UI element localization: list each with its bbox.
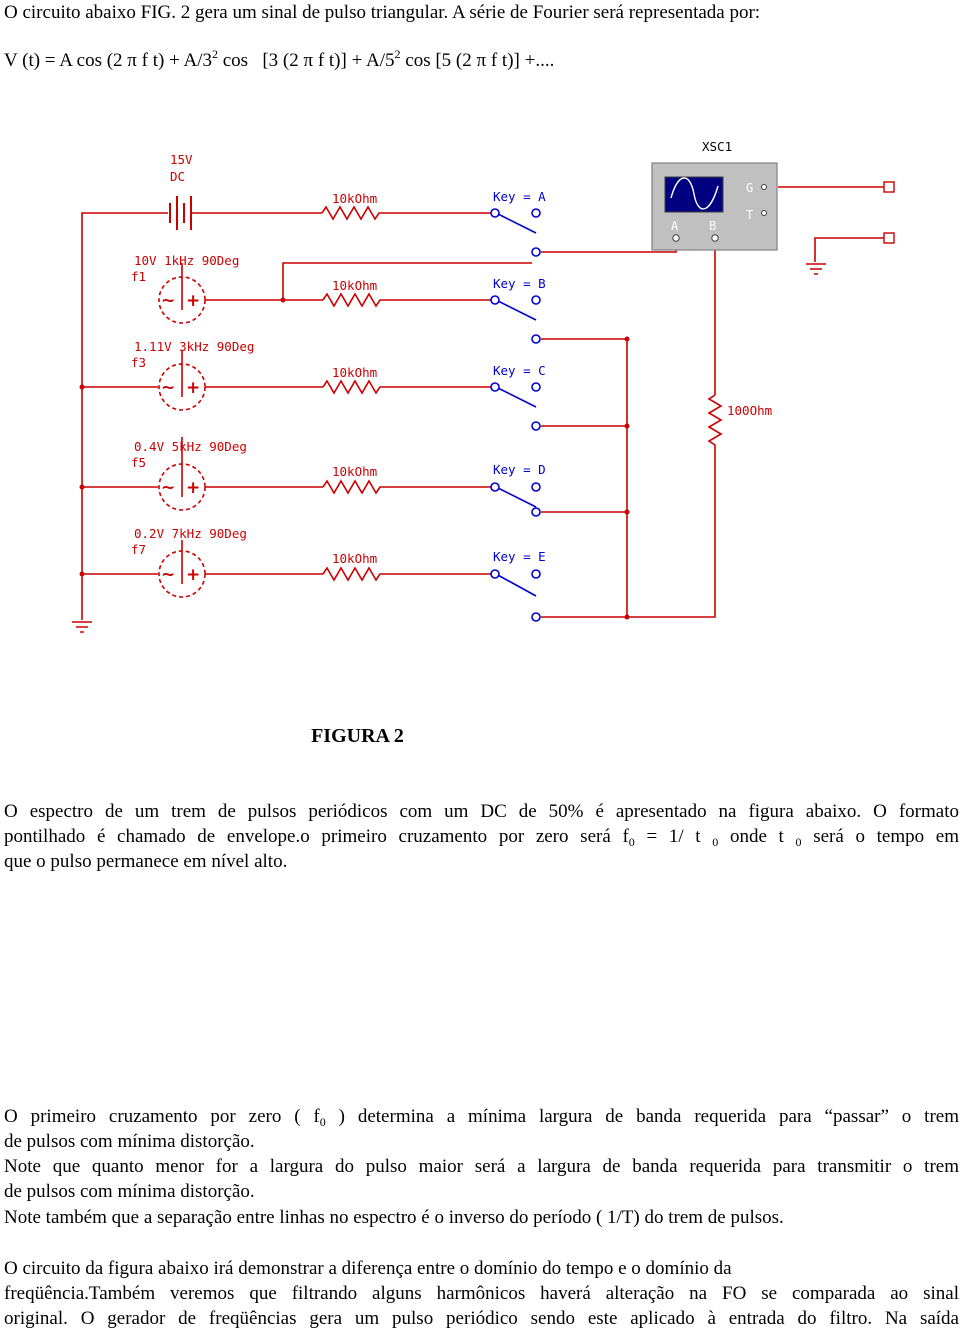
source-spec-f3: 1.11V 3kHz 90Deg [134,339,255,354]
formula-part-2: cos [3 (2 π f t)] + A/5 [218,50,395,71]
para3-line-1 [4,1104,959,1129]
resistor-label-5: 10kOhm [332,551,378,566]
svg-text:~: ~ [161,378,176,398]
para2-where-text: onde t [718,826,796,847]
formula-exponent-1: 2 [212,47,218,61]
para2-envelope-text: pontilhado é chamado de envelope. [4,826,301,847]
para2-formula-text: = 1/ t [634,826,713,847]
circuit-diagram [0,100,960,725]
formula-part-3: cos [5 (2 π f t)] +.... [400,50,555,71]
intro-text: O circuito abaixo FIG. 2 gera um sinal de pulso triangular. A série de Fourier será representada por: [4,2,761,23]
subscript-zero: 0 [628,835,635,849]
para2-crossing-text: o primeiro cruzamento por zero será f [300,826,629,847]
source-spec-f5: 0.4V 5kHz 90Deg [134,439,247,454]
para3-line-2: de pulsos com mínima distorção. [4,1131,255,1152]
fourier-formula [4,47,555,71]
formula-exponent-2: 2 [394,47,401,61]
source-spec-f7: 0.2V 7kHz 90Deg [134,526,247,541]
subscript-zero: 0 [319,1115,326,1129]
subscript-zero: 0 [795,835,802,849]
scope-terminal-a: A [671,219,679,233]
load-resistor-label: 100Ohm [727,403,773,418]
source-spec-f1: 10V 1kHz 90Deg [134,253,240,268]
scope-terminal-g: G [746,181,754,195]
svg-text:+: + [186,291,201,311]
source-name-f7: f7 [131,542,147,557]
svg-text:~: ~ [161,478,176,498]
svg-text:~: ~ [161,291,176,311]
para2-end-text: será o tempo em [801,826,960,847]
resistor-label-1: 10kOhm [332,191,378,206]
dc-type-label: DC [170,169,186,184]
scope-name-label: XSC1 [702,139,733,154]
para4-line-3: original. O gerador de freqüências gera um pulso periódico sendo este aplicado à entrada do filtro. Na saída [4,1308,959,1329]
svg-text:+: + [186,378,201,398]
key-label-e: Key = E [493,549,546,564]
key-label-a: Key = A [493,189,546,204]
source-name-f1: f1 [131,269,147,284]
para3-start-text: O primeiro cruzamento por zero ( f [4,1106,320,1127]
para3-rest-text: ) determina a mínima largura de banda requerida para “passar” o trem [325,1106,959,1127]
subscript-zero: 0 [712,835,719,849]
key-label-b: Key = B [493,276,546,291]
resistor-label-3: 10kOhm [332,365,378,380]
resistor-label-2: 10kOhm [332,278,378,293]
para4-line-2: freqüência.Também veremos que filtrando alguns harmônicos haverá alteração na FO se comparada ao sinal [4,1283,959,1304]
source-name-f5: f5 [131,455,147,470]
para3-line-4: de pulsos com mínima distorção. [4,1181,255,1202]
para3-line-3: Note que quanto menor for a largura do pulso maior será a largura de banda requerida para transmitir o trem [4,1156,959,1177]
svg-text:~: ~ [161,565,176,585]
resistor-label-4: 10kOhm [332,464,378,479]
key-label-d: Key = D [493,462,546,477]
para3-line-5: Note também que a separação entre linhas no espectro é o inverso do período ( 1/T) do trem de pulsos. [4,1207,784,1228]
para4-line-1: O circuito da figura abaixo irá demonstrar a diferença entre o domínio do tempo e o domínio da [4,1258,732,1279]
key-label-c: Key = C [493,363,546,378]
para2-line-1: O espectro de um trem de pulsos periódicos com um DC de 50% é apresentado na figura abaixo. O formato [4,801,959,822]
para2-line-3: que o pulso permanece em nível alto. [4,851,288,872]
scope-terminal-t: T [746,208,754,222]
scope-terminal-b: B [709,219,717,233]
para2-line-2 [4,824,959,849]
svg-text:+: + [186,565,201,585]
oscilloscope [652,163,777,250]
dc-voltage-label: 15V [170,152,193,167]
source-name-f3: f3 [131,355,147,370]
scope-external-terminals [884,182,894,243]
figure-caption: FIGURA 2 [311,725,404,747]
formula-part-1: V (t) = A cos (2 π f t) + A/3 [4,50,212,71]
svg-text:+: + [186,478,201,498]
dc-battery [170,196,191,230]
